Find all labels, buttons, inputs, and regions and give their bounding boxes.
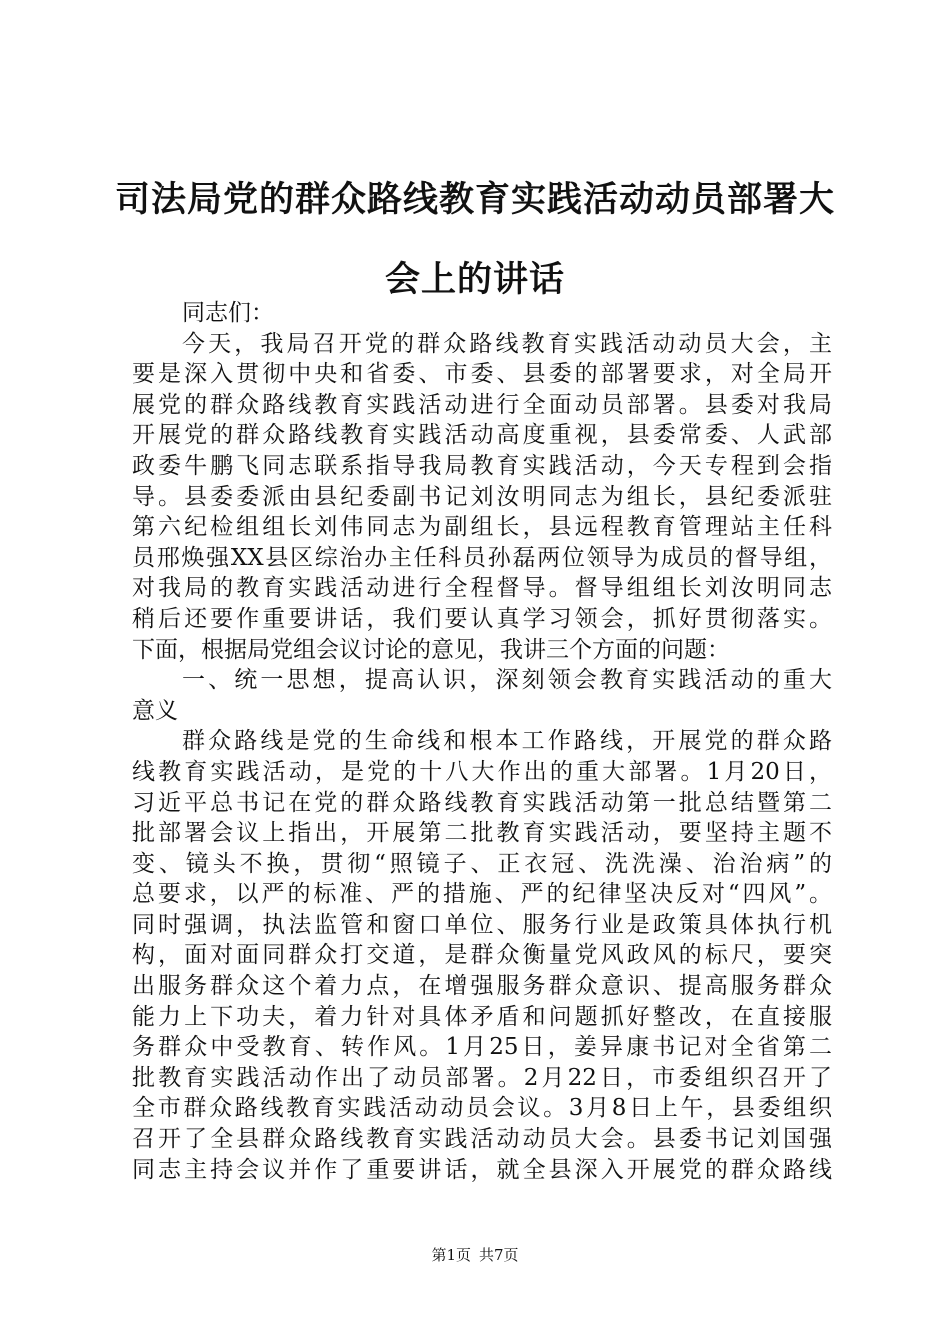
body-line: 变、镜头不换，贯彻“照镜子、正衣冠、洗洗澡、治治病”的: [132, 850, 832, 877]
body-line: 今天，我局召开党的群众路线教育实践活动动员大会，主: [182, 330, 832, 357]
page-footer: [0, 1244, 950, 1265]
page-number: 第1页: [431, 1246, 471, 1264]
title-line-2: 会上的讲话: [384, 260, 565, 300]
document-title: [100, 160, 850, 320]
body-line: 线教育实践活动，是党的十八大作出的重大部署。1月20日，: [132, 758, 832, 785]
body-line: 召开了全县群众路线教育实践活动动员大会。县委书记刘国强: [132, 1126, 832, 1153]
body-line: 批教育实践活动作出了动员部署。2月22日，市委组织召开了: [132, 1064, 832, 1091]
body-line: 能力上下功夫，着力针对具体矛盾和问题抓好整改，在直接服: [132, 1003, 832, 1030]
body-line: 同时强调，执法监管和窗口单位、服务行业是政策具体执行机: [132, 911, 832, 938]
body-line: 导。县委委派由县纪委副书记刘汝明同志为组长，县纪委派驻: [132, 483, 832, 510]
body-line: 下面，根据局党组会议讨论的意见，我讲三个方面的问题：: [132, 636, 730, 663]
section-heading-line: 一、统一思想，提高认识，深刻领会教育实践活动的重大: [182, 667, 832, 694]
body-line: 习近平总书记在党的群众路线教育实践活动第一批总结暨第二: [132, 789, 832, 816]
section-heading-line: 意义: [132, 697, 178, 724]
body-line: 同志主持会议并作了重要讲话，就全县深入开展党的群众路线: [132, 1156, 832, 1183]
body-line: 展党的群众路线教育实践活动进行全面动员部署。县委对我局: [132, 391, 832, 418]
body-line: 批部署会议上指出，开展第二批教育实践活动，要坚持主题不: [132, 820, 832, 847]
title-line-1: 司法局党的群众路线教育实践活动动员部署大: [114, 180, 835, 220]
document-body: [132, 298, 832, 1185]
body-line: 政委牛鹏飞同志联系指导我局教育实践活动，今天专程到会指: [132, 452, 832, 479]
body-line: 要是深入贯彻中央和省委、市委、县委的部署要求，对全局开: [132, 361, 832, 388]
body-line: 对我局的教育实践活动进行全程督导。督导组组长刘汝明同志: [132, 575, 832, 602]
body-line: 务群众中受教育、转作风。1月25日，姜异康书记对全省第二: [132, 1034, 832, 1061]
salutation: 同志们：: [182, 300, 274, 326]
page-total: 共7页: [479, 1246, 519, 1264]
body-line: 构，面对面同群众打交道，是群众衡量党风政风的标尺，要突: [132, 942, 832, 969]
body-line: 员邢焕强XX县区综治办主任科员孙磊两位领导为成员的督导组，: [132, 544, 832, 571]
body-line: 第六纪检组组长刘伟同志为副组长，县远程教育管理站主任科: [132, 514, 832, 541]
body-line: 群众路线是党的生命线和根本工作路线，开展党的群众路: [182, 728, 832, 755]
body-line: 开展党的群众路线教育实践活动高度重视，县委常委、人武部: [132, 422, 832, 449]
body-line: 总要求，以严的标准、严的措施、严的纪律坚决反对“四风”。: [132, 881, 832, 908]
body-line: 全市群众路线教育实践活动动员会议。3月8日上午，县委组织: [132, 1095, 832, 1122]
body-line: 稍后还要作重要讲话，我们要认真学习领会，抓好贯彻落实。: [132, 605, 832, 632]
body-line: 出服务群众这个着力点，在增强服务群众意识、提高服务群众: [132, 973, 832, 1000]
